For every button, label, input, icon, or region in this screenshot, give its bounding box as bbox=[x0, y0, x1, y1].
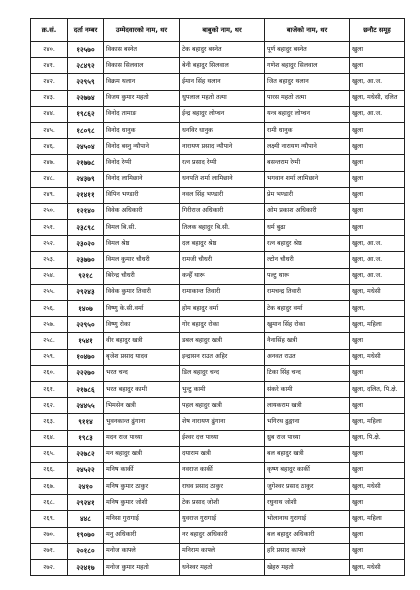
grandfather-name-cell: ल्टोन चौधरी bbox=[265, 252, 350, 268]
grandfather-name-cell: रामी धानुक bbox=[265, 122, 350, 138]
father-name-cell: बेनी बहादुर सिलवाल bbox=[180, 58, 265, 74]
father-name-cell: गिरीराज अधिकारी bbox=[180, 203, 265, 219]
selection-group-cell: खुला, मधेसी bbox=[350, 284, 405, 300]
table-row bbox=[31, 446, 405, 462]
table-body bbox=[31, 42, 405, 576]
registration-number-cell: १२१४० bbox=[68, 203, 104, 219]
candidate-name-cell: विनोद तामाङ bbox=[104, 106, 180, 122]
candidate-table bbox=[30, 18, 405, 576]
grandfather-name-cell: खुमान सिंह रोका bbox=[265, 317, 350, 333]
father-name-cell: दल बहादुर श्रेष्ठ bbox=[180, 236, 265, 252]
table-row bbox=[31, 139, 405, 155]
table-row bbox=[31, 462, 405, 478]
selection-group-cell: खुला bbox=[350, 171, 405, 187]
father-name-cell: टेक बहादुर बस्नेत bbox=[180, 42, 265, 58]
selection-group-cell: खुला, महिला bbox=[350, 511, 405, 527]
selection-group-cell: खुला, पि.क्षे. bbox=[350, 430, 405, 446]
table-row bbox=[31, 58, 405, 74]
serial-number-cell: २६२. bbox=[31, 398, 68, 414]
table-row bbox=[31, 398, 405, 414]
table-row bbox=[31, 333, 405, 349]
father-name-cell: ईश्वर दत्त पाध्या bbox=[180, 430, 265, 446]
serial-number-cell: २५०. bbox=[31, 203, 68, 219]
header-row bbox=[31, 19, 405, 42]
table-row bbox=[31, 430, 405, 446]
father-name-cell: नवराज कार्की bbox=[180, 462, 265, 478]
grandfather-name-cell: बल बहादुर खत्री bbox=[265, 446, 350, 462]
candidate-name-cell: मदन राज पाध्या bbox=[104, 430, 180, 446]
serial-number-cell: २६४. bbox=[31, 430, 68, 446]
selection-group-cell: खुला bbox=[350, 203, 405, 219]
selection-group-cell: खुला bbox=[350, 398, 405, 414]
selection-group-cell: खुला bbox=[350, 42, 405, 58]
grandfather-name-cell: पल्टु थारू bbox=[265, 268, 350, 284]
serial-number-cell: २७२. bbox=[31, 560, 68, 576]
table-row bbox=[31, 122, 405, 138]
grandfather-name-cell: रत्न बहादुर श्रेष्ठ bbox=[265, 236, 350, 252]
serial-number-cell: २४४. bbox=[31, 106, 68, 122]
table-row bbox=[31, 511, 405, 527]
serial-number-cell: २४३. bbox=[31, 90, 68, 106]
grandfather-name-cell: रघुनाथ जोशी bbox=[265, 495, 350, 511]
grandfather-name-cell: टेक बहादुर वर्मा bbox=[265, 301, 350, 317]
table-row bbox=[31, 414, 405, 430]
serial-number-cell: २५५. bbox=[31, 284, 68, 300]
registration-number-cell: २०१८० bbox=[68, 543, 104, 559]
serial-number-cell: २५४. bbox=[31, 268, 68, 284]
selection-group-cell: खुला, मधेसी bbox=[350, 479, 405, 495]
serial-number-cell: २५८. bbox=[31, 333, 68, 349]
selection-group-cell: खुला, आ.ज. bbox=[350, 236, 405, 252]
registration-number-cell: २४३७९ bbox=[68, 171, 104, 187]
grandfather-name-cell: धर्म बुढा bbox=[265, 220, 350, 236]
candidate-name-cell: विनोद रेग्मी bbox=[104, 155, 180, 171]
registration-number-cell: १४०७ bbox=[68, 301, 104, 317]
serial-number-cell: २४१. bbox=[31, 58, 68, 74]
grandfather-name-cell: यन्त्र बहादुर लोप्चन bbox=[265, 106, 350, 122]
registration-number-cell: २८४९२ bbox=[68, 58, 104, 74]
candidate-name-cell: बृजेश प्रसाद यादव bbox=[104, 349, 180, 365]
candidate-name-cell: विमल श्रेष्ठ bbox=[104, 236, 180, 252]
candidate-name-cell: भरत बहादुर कामी bbox=[104, 381, 180, 397]
header-serial-number: क्र.सं. bbox=[31, 19, 68, 42]
father-name-cell: धनविर धानुक bbox=[180, 122, 265, 138]
candidate-name-cell: विनोद धानुक bbox=[104, 122, 180, 138]
grandfather-name-cell: टिका सिंह चन्द bbox=[265, 365, 350, 381]
candidate-name-cell: विकास बस्नेत bbox=[104, 42, 180, 58]
table-row bbox=[31, 155, 405, 171]
grandfather-name-cell: बसन्तराम रेग्मी bbox=[265, 155, 350, 171]
selection-group-cell: खुला, महिला bbox=[350, 414, 405, 430]
registration-number-cell: २४४५५ bbox=[68, 398, 104, 414]
serial-number-cell: २६१. bbox=[31, 381, 68, 397]
candidate-name-cell: भुवनकान्त ढुंगाना bbox=[104, 414, 180, 430]
grandfather-name-cell: जित बहादुर थलान bbox=[265, 74, 350, 90]
candidate-name-cell: विष्णु के.सी.वर्मा bbox=[104, 301, 180, 317]
father-name-cell: रामाकान्त तिवारी bbox=[180, 284, 265, 300]
table-row bbox=[31, 268, 405, 284]
registration-number-cell: १०४७० bbox=[68, 349, 104, 365]
candidate-name-cell: विवेक अधिकारी bbox=[104, 203, 180, 219]
results-sheet bbox=[30, 18, 404, 576]
candidate-name-cell: भरत चन्द bbox=[104, 365, 180, 381]
candidate-name-cell: विपिन भण्डारी bbox=[104, 187, 180, 203]
father-name-cell: ईन्द्र बहादुर लोप्चन bbox=[180, 106, 265, 122]
registration-number-cell: २२७८२ bbox=[68, 446, 104, 462]
registration-number-cell: ९२१८ bbox=[68, 268, 104, 284]
table-row bbox=[31, 543, 405, 559]
selection-group-cell: खुला bbox=[350, 495, 405, 511]
serial-number-cell: २५९. bbox=[31, 349, 68, 365]
serial-number-cell: २७१. bbox=[31, 543, 68, 559]
father-name-cell: युवराज गुरागाई bbox=[180, 511, 265, 527]
registration-number-cell: २१७८६ bbox=[68, 381, 104, 397]
selection-group-cell: खुला bbox=[350, 58, 405, 74]
header-father-name: बाबुको नाम, थर bbox=[180, 19, 265, 42]
grandfather-name-cell: भगिरथ ढुङ्गाना bbox=[265, 414, 350, 430]
father-name-cell: डिल बहादुर चन्द bbox=[180, 365, 265, 381]
serial-number-cell: २५२. bbox=[31, 236, 68, 252]
serial-number-cell: २४९. bbox=[31, 187, 68, 203]
candidate-name-cell: विवेक कुमार तिवारी bbox=[104, 284, 180, 300]
registration-number-cell: २२२७० bbox=[68, 365, 104, 381]
candidate-name-cell: विनोद लामिछाने bbox=[104, 171, 180, 187]
grandfather-name-cell: बल बहादुर अधिकारी bbox=[265, 527, 350, 543]
candidate-name-cell: भिमसेन खत्री bbox=[104, 398, 180, 414]
selection-group-cell: खुला, आ.ज. bbox=[350, 106, 405, 122]
registration-number-cell: २२९५९ bbox=[68, 74, 104, 90]
registration-number-cell: २३७७० bbox=[68, 252, 104, 268]
candidate-name-cell: विष्णु रोका bbox=[104, 317, 180, 333]
candidate-name-cell: बिरेन्द्र चौधरी bbox=[104, 268, 180, 284]
grandfather-name-cell: ध्रुब राज पाध्या bbox=[265, 430, 350, 446]
father-name-cell: होम बहादुर वर्मा bbox=[180, 301, 265, 317]
candidate-name-cell: विकास सिलवाल bbox=[104, 58, 180, 74]
selection-group-cell: खुला bbox=[350, 122, 405, 138]
table-row bbox=[31, 365, 405, 381]
father-name-cell: गोर बहादुर रोका bbox=[180, 317, 265, 333]
header-registration-number: दर्ता नम्बर bbox=[68, 19, 104, 42]
father-name-cell: राघव प्रसाद ठाकुर bbox=[180, 479, 265, 495]
registration-number-cell: २१४११ bbox=[68, 187, 104, 203]
candidate-name-cell: वीर बहादुर खत्री bbox=[104, 333, 180, 349]
selection-group-cell: खुला bbox=[350, 155, 405, 171]
grandfather-name-cell: रामचन्द्र तिवारी bbox=[265, 284, 350, 300]
serial-number-cell: २५१. bbox=[31, 220, 68, 236]
father-name-cell: इन्द्रासन राउत अहिर bbox=[180, 349, 265, 365]
table-row bbox=[31, 106, 405, 122]
serial-number-cell: २६९. bbox=[31, 511, 68, 527]
table-row bbox=[31, 560, 405, 576]
father-name-cell: रत्न प्रसाद रेग्मी bbox=[180, 155, 265, 171]
father-name-cell: धुपलाल महतो तत्मा bbox=[180, 90, 265, 106]
header-selection-group: छनौट समूह bbox=[350, 19, 405, 42]
candidate-name-cell: मनिष कुमार जोशी bbox=[104, 495, 180, 511]
selection-group-cell: खुला bbox=[350, 462, 405, 478]
table-row bbox=[31, 495, 405, 511]
registration-number-cell: ४४८ bbox=[68, 511, 104, 527]
header-grandfather-name: बाजेको नाम, थर bbox=[265, 19, 350, 42]
selection-group-cell: खुला bbox=[350, 333, 405, 349]
candidate-name-cell: मनिसा गुरागाई bbox=[104, 511, 180, 527]
registration-number-cell: १९८३ bbox=[68, 430, 104, 446]
registration-number-cell: २९२४१ bbox=[68, 495, 104, 511]
father-name-cell: भुन्टु कामी bbox=[180, 381, 265, 397]
father-name-cell: दयाराम खत्री bbox=[180, 446, 265, 462]
table-row bbox=[31, 42, 405, 58]
serial-number-cell: २६८. bbox=[31, 495, 68, 511]
grandfather-name-cell: भोलानाथ गुरागाई bbox=[265, 511, 350, 527]
grandfather-name-cell: पूर्ण बहादुर बस्नेत bbox=[265, 42, 350, 58]
father-name-cell: धनपति शर्मा लामिछाने bbox=[180, 171, 265, 187]
grandfather-name-cell: भगवान शर्मा लामिछाने bbox=[265, 171, 350, 187]
grandfather-name-cell: प्रेम भण्डारी bbox=[265, 187, 350, 203]
father-name-cell: शेष नारायण ढुंगाना bbox=[180, 414, 265, 430]
grandfather-name-cell: अनवत राउत bbox=[265, 349, 350, 365]
table-row bbox=[31, 381, 405, 397]
table-header bbox=[31, 19, 405, 42]
registration-number-cell: २३०२० bbox=[68, 236, 104, 252]
candidate-name-cell: विजय कुमार महतो bbox=[104, 90, 180, 106]
father-name-cell: डबल बहादुर खत्री bbox=[180, 333, 265, 349]
serial-number-cell: २६३. bbox=[31, 414, 68, 430]
registration-number-cell: २४१० bbox=[68, 479, 104, 495]
registration-number-cell: १९८६२ bbox=[68, 106, 104, 122]
grandfather-name-cell: खेहरु महतो bbox=[265, 560, 350, 576]
selection-group-cell: खुला, मधेसी, दलित bbox=[350, 90, 405, 106]
grandfather-name-cell: पारस महतो तत्मा bbox=[265, 90, 350, 106]
serial-number-cell: २४२. bbox=[31, 74, 68, 90]
father-name-cell: नवल सिंह भण्डारी bbox=[180, 187, 265, 203]
registration-number-cell: २९२४३ bbox=[68, 284, 104, 300]
registration-number-cell: २१७७८ bbox=[68, 155, 104, 171]
grandfather-name-cell: हरि प्रसाद काफ्ले bbox=[265, 543, 350, 559]
serial-number-cell: २४०. bbox=[31, 42, 68, 58]
father-name-cell: टेक प्रसाद जोशी bbox=[180, 495, 265, 511]
selection-group-cell: खुला bbox=[350, 220, 405, 236]
selection-group-cell: खुला bbox=[350, 527, 405, 543]
registration-number-cell: २३८९८ bbox=[68, 220, 104, 236]
table-row bbox=[31, 90, 405, 106]
table-row bbox=[31, 220, 405, 236]
candidate-name-cell: विमल बि.सी. bbox=[104, 220, 180, 236]
registration-number-cell: २२४१७ bbox=[68, 560, 104, 576]
registration-number-cell: २४५०४ bbox=[68, 139, 104, 155]
registration-number-cell: १८०९८ bbox=[68, 122, 104, 138]
candidate-name-cell: मनोज काफ्ले bbox=[104, 543, 180, 559]
selection-group-cell: खुला bbox=[350, 446, 405, 462]
table-row bbox=[31, 479, 405, 495]
candidate-name-cell: मनिष कुमार ठाकुर bbox=[104, 479, 180, 495]
selection-group-cell: खुला, आ.ज. bbox=[350, 74, 405, 90]
registration-number-cell: १२५७० bbox=[68, 42, 104, 58]
registration-number-cell: १९०७० bbox=[68, 527, 104, 543]
serial-number-cell: २६५. bbox=[31, 446, 68, 462]
table-row bbox=[31, 317, 405, 333]
father-name-cell: रामजी चौधरी bbox=[180, 252, 265, 268]
grandfather-name-cell: ओम प्रकाश अधिकारी bbox=[265, 203, 350, 219]
candidate-name-cell: विमल कुमार चौधरी bbox=[104, 252, 180, 268]
serial-number-cell: २४५. bbox=[31, 122, 68, 138]
serial-number-cell: २६६. bbox=[31, 462, 68, 478]
table-row bbox=[31, 527, 405, 543]
candidate-name-cell: विक्रम थलान bbox=[104, 74, 180, 90]
selection-group-cell: खुला, मधेसी bbox=[350, 349, 405, 365]
father-name-cell: ईमान सिंह थलान bbox=[180, 74, 265, 90]
selection-group-cell: खुला, bbox=[350, 301, 405, 317]
registration-number-cell: २२९५० bbox=[68, 317, 104, 333]
table-row bbox=[31, 301, 405, 317]
father-name-cell: धनेश्वर महतो bbox=[180, 560, 265, 576]
serial-number-cell: २७०. bbox=[31, 527, 68, 543]
table-row bbox=[31, 252, 405, 268]
selection-group-cell: खुला, मधेसी bbox=[350, 560, 405, 576]
table-row bbox=[31, 203, 405, 219]
serial-number-cell: २५६. bbox=[31, 301, 68, 317]
registration-number-cell: २२७७४ bbox=[68, 90, 104, 106]
candidate-name-cell: मनोज कुमार महतो bbox=[104, 560, 180, 576]
selection-group-cell: खुला, आ.ज. bbox=[350, 268, 405, 284]
serial-number-cell: २५३. bbox=[31, 252, 68, 268]
candidate-name-cell: विनोद बस्नु न्यौपाने bbox=[104, 139, 180, 155]
grandfather-name-cell: गणेश बहादुर सिलवाल bbox=[265, 58, 350, 74]
serial-number-cell: २४८. bbox=[31, 171, 68, 187]
table-row bbox=[31, 236, 405, 252]
selection-group-cell: खुला, दलित, पि.क्षे. bbox=[350, 381, 405, 397]
serial-number-cell: २६७. bbox=[31, 479, 68, 495]
father-name-cell: नर बहादुर अधिकारी bbox=[180, 527, 265, 543]
table-row bbox=[31, 349, 405, 365]
selection-group-cell: खुला bbox=[350, 543, 405, 559]
selection-group-cell: खुला bbox=[350, 187, 405, 203]
table-row bbox=[31, 74, 405, 90]
father-name-cell: मनिराम काफ्ले bbox=[180, 543, 265, 559]
father-name-cell: नारायण प्रसाद न्यौपाने bbox=[180, 139, 265, 155]
selection-group-cell: खुला bbox=[350, 139, 405, 155]
registration-number-cell: १५४१ bbox=[68, 333, 104, 349]
serial-number-cell: २५७. bbox=[31, 317, 68, 333]
grandfather-name-cell: कृष्ण बहादुर कार्की bbox=[265, 462, 350, 478]
grandfather-name-cell: लायकराम खत्री bbox=[265, 398, 350, 414]
serial-number-cell: २४७. bbox=[31, 155, 68, 171]
candidate-name-cell: मनु अधिकारी bbox=[104, 527, 180, 543]
table-row bbox=[31, 284, 405, 300]
father-name-cell: तिलक बहादुर बि.सी. bbox=[180, 220, 265, 236]
header-candidate-name: उम्मेदवारको नाम, थर bbox=[104, 19, 180, 42]
serial-number-cell: २६०. bbox=[31, 365, 68, 381]
father-name-cell: कन्हैँ थारू bbox=[180, 268, 265, 284]
candidate-name-cell: मन बहादुर खत्री bbox=[104, 446, 180, 462]
father-name-cell: पहल बहादुर खत्री bbox=[180, 398, 265, 414]
registration-number-cell: ९११४ bbox=[68, 414, 104, 430]
candidate-name-cell: मनिष कार्की bbox=[104, 462, 180, 478]
selection-group-cell: खुला, महिला bbox=[350, 317, 405, 333]
serial-number-cell: २४६. bbox=[31, 139, 68, 155]
table-row bbox=[31, 171, 405, 187]
selection-group-cell: खुला, आ.ज. bbox=[350, 252, 405, 268]
grandfather-name-cell: लक्ष्मी नारायण न्यौपाने bbox=[265, 139, 350, 155]
selection-group-cell: खुला bbox=[350, 365, 405, 381]
table-row bbox=[31, 187, 405, 203]
grandfather-name-cell: जुगेश्वर प्रसाद ठाकुर bbox=[265, 479, 350, 495]
registration-number-cell: २४५२२ bbox=[68, 462, 104, 478]
grandfather-name-cell: संकरे कामी bbox=[265, 381, 350, 397]
grandfather-name-cell: नैनासिंह खत्री bbox=[265, 333, 350, 349]
